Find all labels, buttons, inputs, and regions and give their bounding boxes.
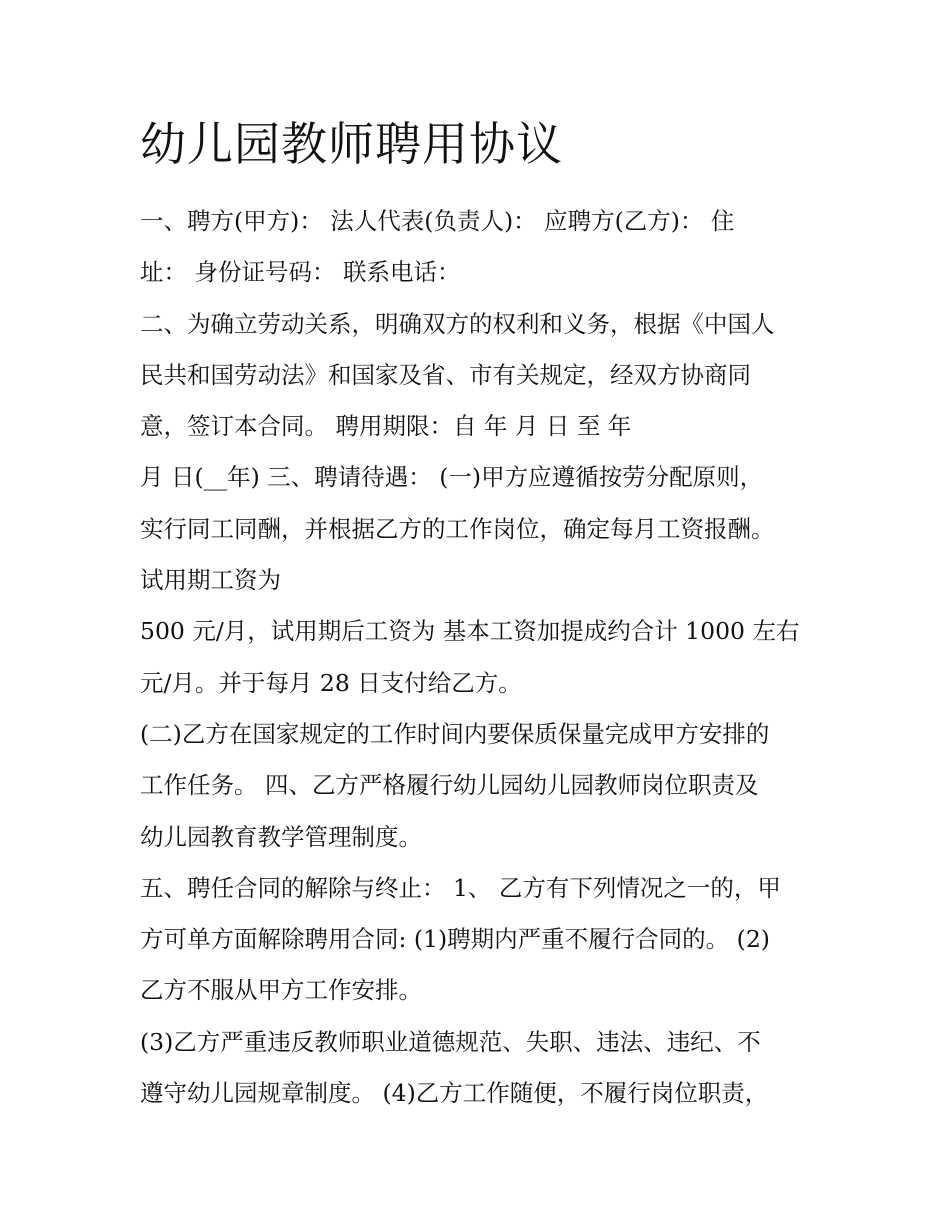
text-line: 址： 身份证号码： 联系电话： xyxy=(140,258,461,287)
text-line: 实行同工同酬，并根据乙方的工作岗位，确定每月工资报酬。 xyxy=(140,514,775,543)
text-line: 意，签订本合同。 聘用期限：自 年 月 日 至 年 xyxy=(140,412,632,441)
text-line: (3)乙方严重违反教师职业道德规范、失职、违法、违纪、不 xyxy=(140,1027,761,1056)
text-line: 五、聘任合同的解除与终止： 1、 乙方有下列情况之一的，甲 xyxy=(140,873,781,902)
document-body xyxy=(140,196,830,1119)
text-line: 二、为确立劳动关系，明确双方的权利和义务，根据《中国人 xyxy=(140,309,775,338)
text-line: 一、聘方(甲方)： 法人代表(负责人)： 应聘方(乙方)： 住 xyxy=(140,207,735,235)
text-line: 工作任务。 四、乙方严格履行幼儿园幼儿园教师岗位职责及 xyxy=(140,771,759,800)
text-line: 试用期工资为 xyxy=(140,566,281,595)
text-line: 民共和国劳动法》和国家及省、市有关规定，经双方协商同 xyxy=(140,360,751,389)
document-title: 幼儿园教师聘用协议 xyxy=(140,117,563,171)
text-line: 500 元/月，试用期后工资为 基本工资加提成约合计 1000 左右 xyxy=(140,617,800,646)
text-line: 幼儿园教育教学管理制度。 xyxy=(140,822,422,851)
text-line: 遵守幼儿园规章制度。 (4)乙方工作随便，不履行岗位职责， xyxy=(140,1079,769,1108)
text-line: 月 日(__年) 三、聘请待遇： (一)甲方应遵循按劳分配原则， xyxy=(140,463,764,492)
text-line: 方可单方面解除聘用合同: (1)聘期内严重不履行合同的。 (2) xyxy=(140,925,770,954)
text-line: 元/月。并于每月 28 日支付给乙方。 xyxy=(140,668,522,697)
text-line: (二)乙方在国家规定的工作时间内要保质保量完成甲方安排的 xyxy=(140,719,770,748)
text-line: 乙方不服从甲方工作安排。 xyxy=(140,976,422,1005)
